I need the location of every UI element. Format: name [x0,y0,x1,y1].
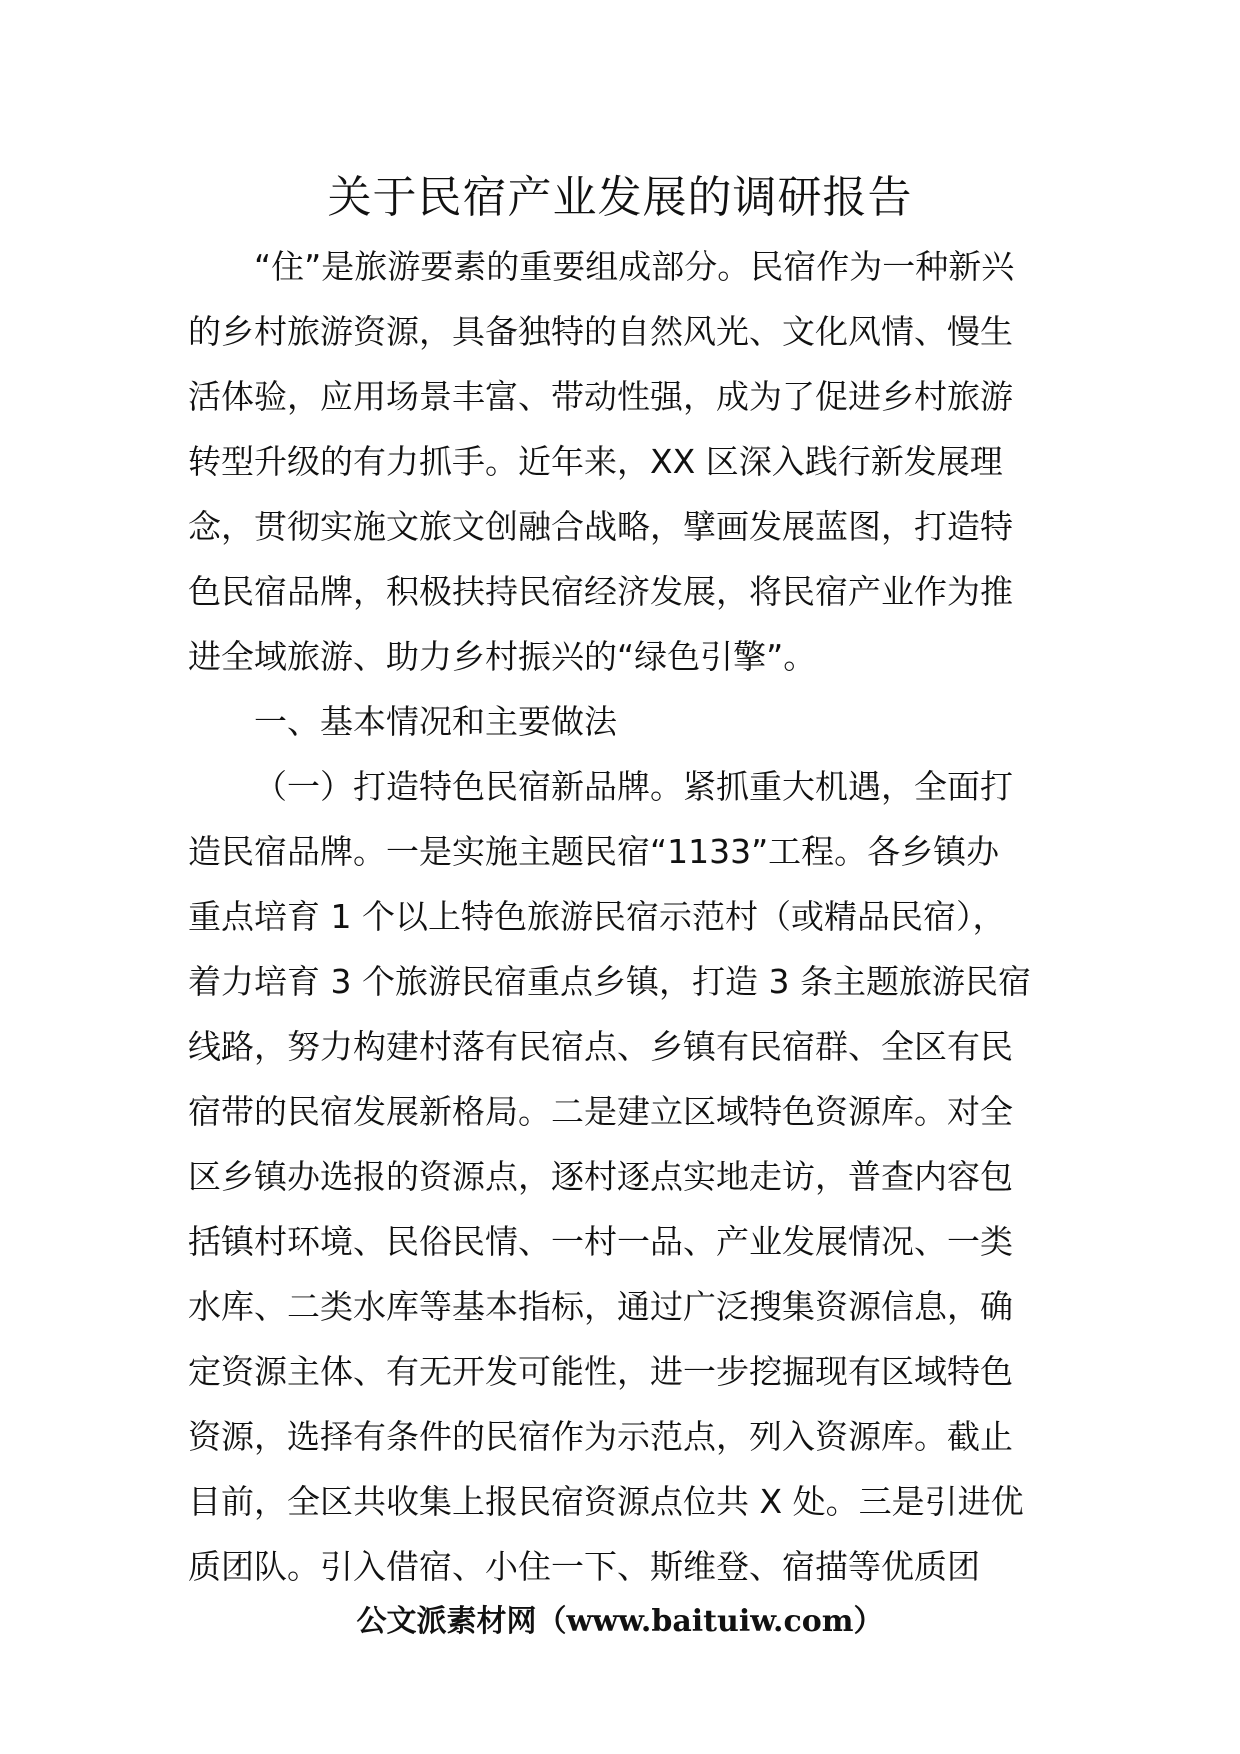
paragraph-line: 资源，选择有条件的民宿作为示范点，列入资源库。截止 [188,1417,1013,1456]
document-title: 关于民宿产业发展的调研报告 [327,172,913,223]
paragraph-line: 进全域旅游、助力乡村振兴的“绿色引擎”。 [188,637,817,676]
paragraph-line: 质团队。引入借宿、小住一下、斯维登、宿描等优质团 [188,1547,980,1586]
paragraph-line: 线路，努力构建村落有民宿点、乡镇有民宿群、全区有民 [188,1027,1013,1066]
section-heading: 一、基本情况和主要做法 [254,702,617,741]
paragraph-line: 造民宿品牌。一是实施主题民宿“1133”工程。各乡镇办 [188,832,1000,871]
paragraph-line: 转型升级的有力抓手。近年来，XX 区深入践行新发展理 [188,442,1003,481]
paragraph-line: “住”是旅游要素的重要组成部分。民宿作为一种新兴 [254,247,1015,286]
paragraph-line: 色民宿品牌，积极扶持民宿经济发展，将民宿产业作为推 [188,572,1013,611]
paragraph-line: 括镇村环境、民俗民情、一村一品、产业发展情况、一类 [188,1222,1013,1261]
paragraph-line: 念，贯彻实施文旅文创融合战略，擘画发展蓝图，打造特 [188,507,1013,546]
document-body [188,234,1058,1599]
paragraph-line: 着力培育 3 个旅游民宿重点乡镇，打造 3 条主题旅游民宿 [188,962,1031,1001]
paragraph-line: 重点培育 1 个以上特色旅游民宿示范村（或精品民宿）， [188,897,1006,936]
paragraph-line: 水库、二类水库等基本指标，通过广泛搜集资源信息，确 [188,1287,1013,1326]
paragraph-line: 宿带的民宿发展新格局。二是建立区域特色资源库。对全 [188,1092,1013,1131]
watermark-footer: 公文派素材网（www.baituiw.com） [356,1604,884,1639]
paragraph-line: 定资源主体、有无开发可能性，进一步挖掘现有区域特色 [188,1352,1013,1391]
paragraph-line: 的乡村旅游资源，具备独特的自然风光、文化风情、慢生 [188,312,1013,351]
paragraph-line: （一）打造特色民宿新品牌。紧抓重大机遇，全面打 [254,767,1013,806]
paragraph-line: 活体验，应用场景丰富、带动性强，成为了促进乡村旅游 [188,377,1013,416]
paragraph-line: 目前，全区共收集上报民宿资源点位共 X 处。三是引进优 [188,1482,1024,1521]
paragraph-line: 区乡镇办选报的资源点，逐村逐点实地走访，普查内容包 [188,1157,1013,1196]
